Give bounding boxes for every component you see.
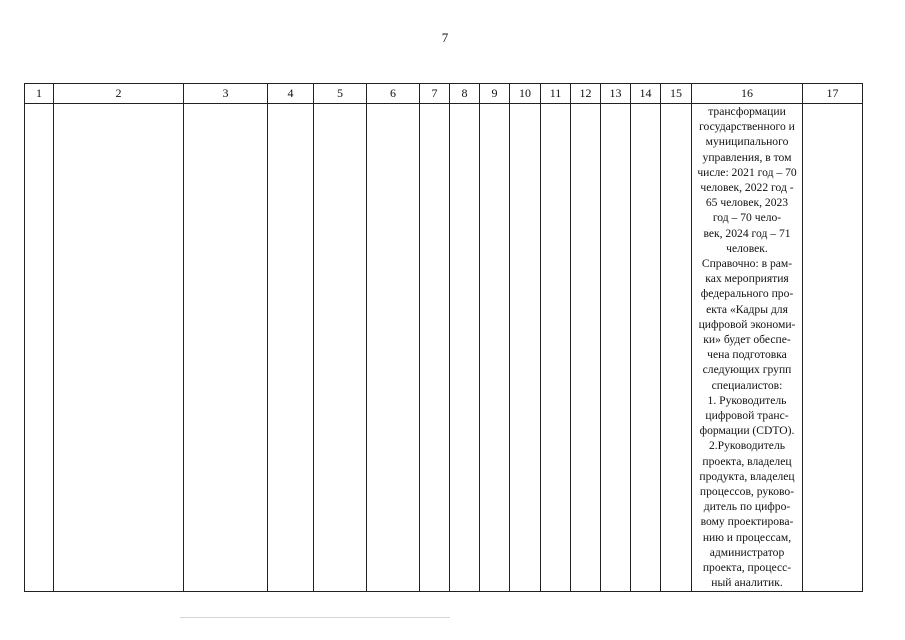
- cell-col-10: [510, 104, 541, 592]
- text-line: год – 70 чело-: [712, 211, 782, 225]
- text-line: дитель по цифро-: [703, 500, 791, 514]
- column-header-10: 10: [510, 84, 541, 104]
- column-header-11: 11: [541, 84, 571, 104]
- text-line: ный аналитик.: [711, 576, 783, 590]
- text-line: формации (CDTO).: [699, 424, 795, 438]
- text-line: человек, 2022 год -: [700, 181, 794, 195]
- cell-col-9: [480, 104, 510, 592]
- text-line: продукта, владелец: [699, 469, 795, 483]
- column-header-2: 2: [54, 84, 184, 104]
- cell-col-4: [268, 104, 314, 592]
- page-number: 7: [441, 30, 449, 45]
- text-line: цифровой транс-: [705, 409, 789, 423]
- text-line: 2.Руководитель: [708, 439, 786, 453]
- data-table: [24, 83, 863, 592]
- text-line: следующих групп: [702, 363, 792, 377]
- cell-col-14: [631, 104, 661, 592]
- column-header-8: 8: [450, 84, 480, 104]
- text-line: администратор: [709, 545, 785, 559]
- text-line: числе: 2021 год – 70: [697, 165, 797, 179]
- text-line: чена подготовка: [707, 348, 787, 362]
- cell-col-3: [184, 104, 268, 592]
- text-line: вому проектирова-: [700, 515, 794, 529]
- text-line: 1. Руководитель: [707, 393, 787, 407]
- column-header-16: 16: [692, 84, 803, 104]
- text-line: ках мероприятия: [705, 272, 789, 286]
- cell-col-12: [571, 104, 601, 592]
- column-header-1: 1: [25, 84, 54, 104]
- column-header-15: 15: [661, 84, 692, 104]
- column-header-7: 7: [420, 84, 450, 104]
- cell-col-5: [314, 104, 367, 592]
- text-line: век, 2024 год – 71: [703, 226, 791, 240]
- cell-col-16-text: [692, 104, 803, 592]
- cell-col-17: [803, 104, 863, 592]
- text-line: цифровой экономи-: [698, 317, 796, 331]
- column-header-9: 9: [480, 84, 510, 104]
- text-line: процессов, руково-: [699, 485, 795, 499]
- column-header-13: 13: [601, 84, 631, 104]
- column-header-5: 5: [314, 84, 367, 104]
- text-line: государственного и: [699, 120, 795, 134]
- text-line: человек.: [726, 241, 768, 255]
- cell-col-2: [54, 104, 184, 592]
- text-line: нию и процессам,: [702, 530, 792, 544]
- text-line: проекта, процесс-: [702, 561, 792, 575]
- column-header-6: 6: [367, 84, 420, 104]
- cell-col-13: [601, 104, 631, 592]
- column-header-4: 4: [268, 84, 314, 104]
- cell-col-8: [450, 104, 480, 592]
- cell-col-1: [25, 104, 54, 592]
- text-line: трансформации: [708, 105, 786, 118]
- table-row: [25, 104, 863, 592]
- scan-artifact: [180, 617, 450, 618]
- text-line: проекта, владелец: [702, 454, 792, 468]
- header-row: [25, 84, 863, 104]
- column-header-14: 14: [631, 84, 661, 104]
- column-header-3: 3: [184, 84, 268, 104]
- text-line: муниципального: [705, 135, 789, 149]
- text-line: Справочно: в рам-: [701, 257, 793, 271]
- text-line: управления, в том: [702, 150, 792, 164]
- cell-col-11: [541, 104, 571, 592]
- text-line: ки» будет обеспе-: [703, 333, 791, 347]
- text-line: специалистов:: [711, 378, 783, 392]
- cell-col-7: [420, 104, 450, 592]
- cell-col-15: [661, 104, 692, 592]
- column-header-12: 12: [571, 84, 601, 104]
- cell-col-6: [367, 104, 420, 592]
- text-line: 65 человек, 2023: [705, 196, 789, 210]
- column-header-17: 17: [803, 84, 863, 104]
- text-line: екта «Кадры для: [706, 302, 788, 316]
- text-line: федерального про-: [700, 287, 794, 301]
